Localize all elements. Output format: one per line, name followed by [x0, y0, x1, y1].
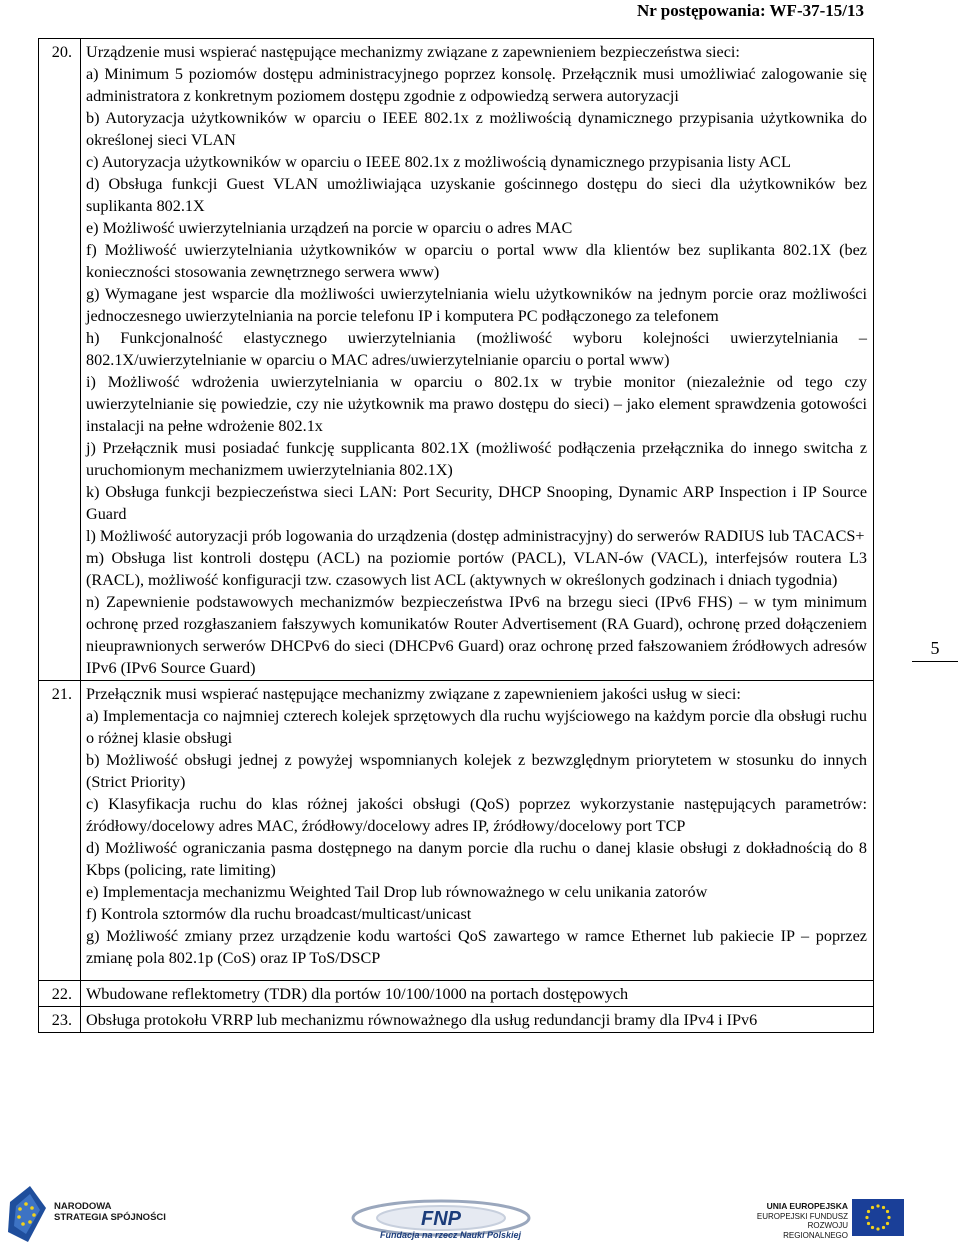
- list-item: e) Implementacja mechanizmu Weighted Tail Drop lub równoważnego w celu unikania zatorów: [86, 883, 708, 901]
- list-item: c) Autoryzacja użytkowników w oparciu o IEEE 802.1x z możliwością dynamicznego przypisania listy ACL: [86, 153, 791, 171]
- row-content: [81, 681, 874, 981]
- list-item: j) Przełącznik musi posiadać funkcję supplicanta 802.1X (możliwość podłączenia przełącznika do innego switcha z uruchomionym mechanizmem uwierzytelniania 802.1X): [86, 439, 867, 479]
- narodowa-strategia-logo-icon: [6, 1182, 50, 1244]
- eu-text: [752, 1202, 848, 1240]
- ns-line-1: NARODOWA: [54, 1201, 112, 1212]
- row-number: 20.: [39, 39, 81, 681]
- list-item: Przełącznik musi wspierać następujące mechanizmy związane z zapewnieniem jakości usług w sieci:: [86, 685, 741, 703]
- eu-line-2: EUROPEJSKI FUNDUSZ: [756, 1211, 848, 1221]
- spacer: [86, 969, 867, 979]
- list-item: d) Możliwość ograniczania pasma dostępnego na danym porcie dla ruchu o danej klasie obsługi z dokładnością do 8 Kbps (policing, rate limiting): [86, 839, 867, 879]
- list-item: a) Minimum 5 poziomów dostępu administracyjnego poprzez konsolę. Przełącznik musi umożliwiać zalogowanie się administratora z konkretnym poziomem dostępu zgodnie z odpowiedzą serwera autoryzacji: [86, 65, 867, 105]
- side-page-number: [912, 638, 958, 662]
- row-number: 22.: [39, 981, 81, 1007]
- row-content: [81, 39, 874, 681]
- list-item: f) Kontrola sztormów dla ruchu broadcast/multicast/unicast: [86, 905, 472, 923]
- table-row: [39, 1007, 874, 1033]
- table-row: [39, 981, 874, 1007]
- list-item: b) Możliwość obsługi jednej z powyżej wspomnianych kolejek z bezwzględnym priorytetem w stosunku do innych (Strict Priority): [86, 751, 867, 791]
- procedure-number: Nr postępowania: WF-37-15/13: [637, 1, 864, 20]
- fnp-tagline: Fundacja na rzecz Nauki Polskiej: [380, 1230, 522, 1240]
- list-item: Wbudowane reflektometry (TDR) dla portów 10/100/1000 na portach dostępowych: [86, 985, 629, 1003]
- list-item: g) Wymagane jest wsparcie dla możliwości uwierzytelniania wielu użytkowników na jednym porcie oraz możliwości jednoczesnego uwierzytelniania na porcie telefonu IP i komputera PC podłączonego za telefonem: [86, 285, 867, 325]
- list-item: h) Funkcjonalność elastycznego uwierzytelniania (możliwość wyboru kolejności uwierzytelniania – 802.1X/uwierzytelnianie w oparciu o MAC adres/uwierzytelnianie oparciu o portal www): [86, 329, 867, 369]
- list-item: d) Obsługa funkcji Guest VLAN umożliwiająca uzyskanie gościnnego dostępu do sieci dla użytkowników bez suplikanta 802.1X: [86, 175, 867, 215]
- list-item: m) Obsługa list kontroli dostępu (ACL) na poziomie portów (PACL), VLAN-ów (VACL), interfejsów routera L3 (RACL), możliwość konfiguracji tzw. czasowych list ACL (aktywnych w określonych godzinach i dniach tygodnia): [86, 549, 867, 589]
- row-number: 21.: [39, 681, 81, 981]
- list-item: Urządzenie musi wspierać następujące mechanizmy związane z zapewnieniem bezpieczeństwa sieci:: [86, 43, 740, 61]
- row-content: [81, 1007, 874, 1033]
- eu-line-1: UNIA EUROPEJSKA: [766, 1201, 848, 1211]
- list-item: Obsługa protokołu VRRP lub mechanizmu równoważnego dla usług redundancji bramy dla IPv4 i IPv6: [86, 1011, 758, 1029]
- eu-line-3: ROZWOJU REGIONALNEGO: [783, 1221, 848, 1240]
- row-number: 23.: [39, 1007, 81, 1033]
- fnp-logo-text: FNP: [421, 1208, 461, 1230]
- list-item: n) Zapewnienie podstawowych mechanizmów bezpieczeństwa IPv6 na brzegu sieci (IPv6 FHS) – w tym minimum ochronę przed rozgłaszaniem fałszywych komunikatów Router Advertisement (RA Guard), ochronę przed dołączeniem nieuprawnionych serwerów DHCPv6 do sieci (DHCPv6 Guard) oraz ochronę przed fałszowaniem źródłowych adresów IPv6 (IPv6 Source Guard): [86, 593, 867, 677]
- list-item: c) Klasyfikacja ruchu do klas różnej jakości obsługi (QoS) poprzez wykorzystanie następujących parametrów: źródłowy/docelowy adres MAC, źródłowy/docelowy adres IP, źródłowy/docelowy port TCP: [86, 795, 867, 835]
- list-item: k) Obsługa funkcji bezpieczeństwa sieci LAN: Port Security, DHCP Snooping, Dynamic ARP Inspection i IP Source Guard: [86, 483, 867, 523]
- narodowa-strategia-text: [54, 1201, 166, 1223]
- list-item: g) Możliwość zmiany przez urządzenie kodu wartości QoS zawartego w ramce Ethernet lub pakiecie IP – poprzez zmianę pola 802.1p (CoS) oraz IP ToS/DSCP: [86, 927, 867, 967]
- list-item: a) Implementacja co najmniej czterech kolejek sprzętowych dla ruchu wyjściowego na każdym porcie dla obsługi ruchu o różnej klasie obsługi: [86, 707, 867, 747]
- table-row: [39, 39, 874, 681]
- row-content: [81, 981, 874, 1007]
- requirements-table: [38, 38, 874, 1033]
- page-number-rule: [912, 661, 958, 662]
- eu-flag-icon: [852, 1199, 904, 1236]
- list-item: f) Możliwość uwierzytelniania użytkowników w oparciu o portal www dla klientów bez suplikanta 802.1X (bez konieczności stosowania zewnętrznego serwera www): [86, 241, 867, 281]
- list-item: e) Możliwość uwierzytelniania urządzeń na porcie w oparciu o adres MAC: [86, 219, 573, 237]
- page-number-text: 5: [930, 638, 940, 658]
- ns-line-2: STRATEGIA SPÓJNOŚCI: [54, 1212, 166, 1223]
- list-item: l) Możliwość autoryzacji prób logowania do urządzenia (dostęp administracyjny) do serwerów RADIUS lub TACACS+: [86, 527, 865, 545]
- footer-logos: [0, 1182, 960, 1249]
- list-item: b) Autoryzacja użytkowników w oparciu o IEEE 802.1x z możliwością dynamicznego przypisania użytkownika do określonej sieci VLAN: [86, 109, 867, 149]
- table-row: [39, 681, 874, 981]
- list-item: i) Możliwość wdrożenia uwierzytelniania w oparciu o 802.1x w trybie monitor (niezależnie od tego czy uwierzytelnianie się powiedzie, czy nie użytkownik ma prawo dostępu do sieci) – jako element sprawdzenia gotowości instalacji na pełne wdrożenie 802.1x: [86, 373, 867, 435]
